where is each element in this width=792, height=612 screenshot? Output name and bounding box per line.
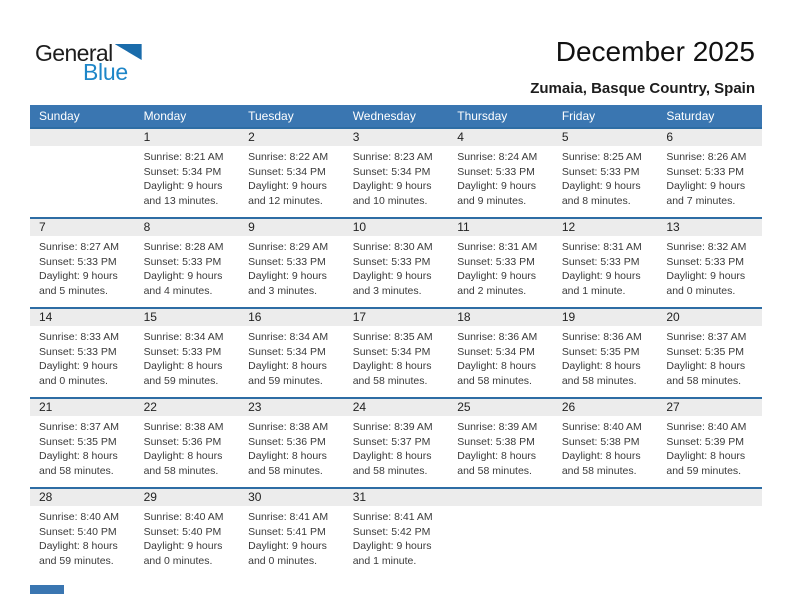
day-info-line: Sunset: 5:33 PM xyxy=(666,255,745,268)
day-info-line: and 59 minutes. xyxy=(248,374,323,387)
logo-triangle-icon xyxy=(115,44,142,60)
day-info-line: Daylight: 8 hours xyxy=(561,450,641,462)
day-cell xyxy=(239,488,344,577)
day-info-line: and 59 minutes. xyxy=(143,374,219,387)
day-info-line: Sunset: 5:33 PM xyxy=(39,345,117,358)
day-info-line: Daylight: 9 hours xyxy=(561,270,641,282)
day-sun-info xyxy=(239,236,344,298)
day-info-line: Sunrise: 8:22 AM xyxy=(248,151,329,163)
day-sun-info xyxy=(553,326,658,388)
day-number: 22 xyxy=(135,399,240,416)
day-number: 13 xyxy=(657,219,762,236)
day-sun-info xyxy=(553,146,658,208)
day-info-line: Sunset: 5:33 PM xyxy=(39,255,117,268)
day-info-line: Daylight: 8 hours xyxy=(561,360,641,372)
day-info-line: Sunset: 5:35 PM xyxy=(666,345,745,358)
day-info-line: Sunset: 5:33 PM xyxy=(457,255,535,268)
day-info-line: and 10 minutes. xyxy=(352,194,428,207)
day-number: 16 xyxy=(239,309,344,326)
day-info-line: Sunset: 5:33 PM xyxy=(561,165,640,178)
day-number: 17 xyxy=(344,309,449,326)
day-cell xyxy=(448,128,553,218)
day-info-line: and 3 minutes. xyxy=(352,284,422,297)
day-info-line: Sunset: 5:33 PM xyxy=(457,165,535,178)
day-info-line: Daylight: 8 hours xyxy=(352,360,432,372)
day-info-line: Sunrise: 8:33 AM xyxy=(39,331,119,343)
day-sun-info xyxy=(448,236,553,298)
day-cell xyxy=(135,218,240,308)
day-sun-info xyxy=(657,326,762,388)
day-info-line: and 59 minutes. xyxy=(39,554,114,567)
day-info-line: Sunset: 5:41 PM xyxy=(248,525,326,538)
day-info-line: Sunrise: 8:36 AM xyxy=(561,331,642,343)
day-cell xyxy=(344,128,449,218)
weekday-header-label: Wednesday xyxy=(344,105,449,128)
day-info-line: Sunrise: 8:31 AM xyxy=(561,241,642,253)
day-info-line: Daylight: 8 hours xyxy=(666,360,746,372)
day-sun-info xyxy=(239,146,344,208)
day-info-line: Sunrise: 8:23 AM xyxy=(352,151,433,163)
day-number: 30 xyxy=(239,489,344,506)
day-cell xyxy=(553,308,658,398)
day-cell xyxy=(448,308,553,398)
day-info-line: Sunset: 5:37 PM xyxy=(352,435,431,448)
day-number: 21 xyxy=(30,399,135,416)
day-info-line: Sunrise: 8:35 AM xyxy=(352,331,433,343)
day-info-line: Daylight: 8 hours xyxy=(39,450,118,462)
day-number: 4 xyxy=(448,129,553,146)
day-cell xyxy=(657,218,762,308)
day-sun-info xyxy=(344,236,449,298)
day-info-line: and 13 minutes. xyxy=(143,194,219,207)
weekday-header-label: Friday xyxy=(553,105,658,128)
day-info-line: and 7 minutes. xyxy=(666,194,736,207)
day-info-line: and 3 minutes. xyxy=(248,284,318,297)
day-info-line: Sunrise: 8:29 AM xyxy=(248,241,329,253)
day-info-line: Sunrise: 8:36 AM xyxy=(457,331,538,343)
day-cell xyxy=(657,128,762,218)
day-info-line: Daylight: 8 hours xyxy=(143,450,223,462)
day-info-line: Sunset: 5:34 PM xyxy=(248,165,326,178)
day-cell xyxy=(657,398,762,488)
day-info-line: Daylight: 8 hours xyxy=(248,360,327,372)
logo-text-blue: Blue xyxy=(83,59,128,85)
day-number: 12 xyxy=(553,219,658,236)
day-sun-info xyxy=(239,416,344,478)
day-info-line: and 0 minutes. xyxy=(39,374,108,387)
location-subtitle: Zumaia, Basque Country, Spain xyxy=(530,80,755,97)
day-info-line: Daylight: 9 hours xyxy=(39,360,118,372)
day-number: 6 xyxy=(657,129,762,146)
day-sun-info xyxy=(553,416,658,478)
day-info-line: Sunset: 5:42 PM xyxy=(352,525,431,538)
day-number: 14 xyxy=(30,309,135,326)
day-sun-info xyxy=(30,416,135,478)
day-sun-info xyxy=(135,416,240,478)
week-row xyxy=(30,218,762,308)
day-cell xyxy=(553,128,658,218)
day-number: 11 xyxy=(448,219,553,236)
day-info-line: Sunrise: 8:40 AM xyxy=(143,511,224,523)
day-number: 23 xyxy=(239,399,344,416)
day-info-line: Sunrise: 8:41 AM xyxy=(352,511,433,523)
day-info-line: Sunrise: 8:32 AM xyxy=(666,241,747,253)
day-info-line: and 0 minutes. xyxy=(666,284,736,297)
day-info-line: and 12 minutes. xyxy=(248,194,323,207)
day-info-line: Sunrise: 8:27 AM xyxy=(39,241,119,253)
day-sun-info xyxy=(448,146,553,208)
day-sun-info xyxy=(239,506,344,568)
day-sun-info xyxy=(448,326,553,388)
day-number xyxy=(448,489,553,506)
day-info-line: Sunrise: 8:21 AM xyxy=(143,151,224,163)
weekday-header-label: Thursday xyxy=(448,105,553,128)
day-info-line: Sunrise: 8:39 AM xyxy=(352,421,433,433)
day-info-line: Sunrise: 8:24 AM xyxy=(457,151,538,163)
day-info-line: Sunset: 5:40 PM xyxy=(143,525,222,538)
day-info-line: Sunrise: 8:28 AM xyxy=(143,241,224,253)
day-info-line: Sunset: 5:35 PM xyxy=(561,345,640,358)
day-cell xyxy=(553,398,658,488)
day-info-line: Sunset: 5:34 PM xyxy=(248,345,326,358)
week-row xyxy=(30,128,762,218)
day-cell xyxy=(344,218,449,308)
day-sun-info xyxy=(448,416,553,478)
day-info-line: Daylight: 9 hours xyxy=(352,180,432,192)
day-info-line: Sunset: 5:36 PM xyxy=(143,435,222,448)
day-sun-info xyxy=(239,326,344,388)
day-number: 3 xyxy=(344,129,449,146)
day-number xyxy=(30,129,135,146)
weekday-header-label: Sunday xyxy=(30,105,135,128)
day-info-line: and 58 minutes. xyxy=(352,464,428,477)
day-info-line: Sunset: 5:33 PM xyxy=(561,255,640,268)
day-cell xyxy=(135,308,240,398)
day-info-line: and 58 minutes. xyxy=(561,464,637,477)
day-info-line: Daylight: 9 hours xyxy=(248,270,327,282)
day-number xyxy=(657,489,762,506)
day-info-line: and 9 minutes. xyxy=(457,194,527,207)
day-sun-info xyxy=(344,146,449,208)
day-info-line: Sunrise: 8:34 AM xyxy=(143,331,224,343)
day-info-line: Sunrise: 8:31 AM xyxy=(457,241,538,253)
day-info-line: and 58 minutes. xyxy=(457,374,532,387)
day-info-line: Sunrise: 8:37 AM xyxy=(39,421,119,433)
day-cell xyxy=(344,398,449,488)
day-info-line: Daylight: 8 hours xyxy=(143,360,223,372)
day-number: 26 xyxy=(553,399,658,416)
day-cell xyxy=(657,308,762,398)
day-info-line: Sunrise: 8:41 AM xyxy=(248,511,329,523)
day-sun-info xyxy=(344,326,449,388)
day-info-line: Sunset: 5:39 PM xyxy=(666,435,745,448)
day-info-line: Sunrise: 8:25 AM xyxy=(561,151,642,163)
day-sun-info xyxy=(657,416,762,478)
day-cell xyxy=(239,218,344,308)
day-number: 19 xyxy=(553,309,658,326)
day-number: 29 xyxy=(135,489,240,506)
day-cell xyxy=(448,218,553,308)
day-cell xyxy=(30,218,135,308)
day-info-line: Daylight: 9 hours xyxy=(143,270,223,282)
day-sun-info xyxy=(135,236,240,298)
day-info-line: Sunset: 5:38 PM xyxy=(561,435,640,448)
day-number: 15 xyxy=(135,309,240,326)
day-info-line: and 5 minutes. xyxy=(39,284,108,297)
day-sun-info xyxy=(135,506,240,568)
day-info-line: Daylight: 8 hours xyxy=(248,450,327,462)
day-info-line: Sunset: 5:36 PM xyxy=(248,435,326,448)
empty-day-cell xyxy=(553,488,658,577)
day-info-line: Sunrise: 8:38 AM xyxy=(143,421,224,433)
day-sun-info xyxy=(135,146,240,208)
day-info-line: Daylight: 9 hours xyxy=(666,270,746,282)
empty-day-cell xyxy=(30,128,135,218)
weekday-header-row xyxy=(30,105,762,128)
day-sun-info xyxy=(30,506,135,568)
day-info-line: Daylight: 9 hours xyxy=(561,180,641,192)
day-number: 1 xyxy=(135,129,240,146)
day-number: 2 xyxy=(239,129,344,146)
weekday-header-label: Saturday xyxy=(657,105,762,128)
day-info-line: Daylight: 8 hours xyxy=(457,450,537,462)
day-info-line: Sunset: 5:34 PM xyxy=(457,345,535,358)
day-number: 24 xyxy=(344,399,449,416)
day-number: 9 xyxy=(239,219,344,236)
day-cell xyxy=(239,308,344,398)
day-info-line: and 1 minute. xyxy=(561,284,626,297)
day-info-line: and 58 minutes. xyxy=(561,374,637,387)
week-row xyxy=(30,308,762,398)
day-info-line: and 8 minutes. xyxy=(561,194,631,207)
day-info-line: Sunset: 5:34 PM xyxy=(352,165,431,178)
day-info-line: Sunrise: 8:26 AM xyxy=(666,151,747,163)
day-number: 27 xyxy=(657,399,762,416)
month-title: December 2025 xyxy=(555,36,755,67)
day-cell xyxy=(30,488,135,577)
day-info-line: and 1 minute. xyxy=(352,554,417,567)
day-cell xyxy=(135,488,240,577)
day-info-line: Daylight: 9 hours xyxy=(143,540,223,552)
day-cell xyxy=(344,488,449,577)
day-info-line: Sunset: 5:33 PM xyxy=(352,255,431,268)
day-cell xyxy=(30,398,135,488)
day-info-line: Sunset: 5:38 PM xyxy=(457,435,535,448)
day-info-line: and 4 minutes. xyxy=(143,284,213,297)
day-info-line: and 58 minutes. xyxy=(248,464,323,477)
day-info-line: and 58 minutes. xyxy=(143,464,219,477)
day-info-line: and 58 minutes. xyxy=(666,374,742,387)
day-number: 18 xyxy=(448,309,553,326)
day-info-line: and 0 minutes. xyxy=(143,554,213,567)
day-cell xyxy=(344,308,449,398)
day-info-line: Sunrise: 8:39 AM xyxy=(457,421,538,433)
day-number: 31 xyxy=(344,489,449,506)
day-info-line: Daylight: 9 hours xyxy=(666,180,746,192)
day-sun-info xyxy=(657,146,762,208)
day-info-line: Sunrise: 8:37 AM xyxy=(666,331,747,343)
day-sun-info xyxy=(30,326,135,388)
day-cell xyxy=(135,128,240,218)
day-info-line: Daylight: 9 hours xyxy=(352,270,432,282)
day-number: 10 xyxy=(344,219,449,236)
weekday-header-label: Monday xyxy=(135,105,240,128)
day-info-line: Sunrise: 8:40 AM xyxy=(666,421,747,433)
calendar-body xyxy=(30,128,762,577)
day-info-line: Daylight: 9 hours xyxy=(39,270,118,282)
day-info-line: and 58 minutes. xyxy=(352,374,428,387)
day-info-line: Daylight: 9 hours xyxy=(248,180,327,192)
day-info-line: Sunset: 5:33 PM xyxy=(666,165,745,178)
day-info-line: and 58 minutes. xyxy=(39,464,114,477)
day-info-line: Daylight: 9 hours xyxy=(457,270,537,282)
day-info-line: Sunset: 5:35 PM xyxy=(39,435,117,448)
day-info-line: Sunset: 5:33 PM xyxy=(143,345,222,358)
calendar-table xyxy=(30,105,762,577)
day-info-line: and 58 minutes. xyxy=(457,464,532,477)
week-row xyxy=(30,398,762,488)
day-info-line: Daylight: 8 hours xyxy=(39,540,118,552)
day-cell xyxy=(553,218,658,308)
day-info-line: Daylight: 9 hours xyxy=(248,540,327,552)
day-info-line: and 2 minutes. xyxy=(457,284,527,297)
general-blue-logo xyxy=(35,40,142,86)
day-info-line: Daylight: 8 hours xyxy=(666,450,746,462)
day-info-line: Sunrise: 8:38 AM xyxy=(248,421,329,433)
day-info-line: Daylight: 9 hours xyxy=(457,180,537,192)
day-number: 28 xyxy=(30,489,135,506)
day-cell xyxy=(448,398,553,488)
day-number: 25 xyxy=(448,399,553,416)
day-number xyxy=(553,489,658,506)
day-info-line: and 0 minutes. xyxy=(248,554,318,567)
day-cell xyxy=(239,398,344,488)
weekday-header-label: Tuesday xyxy=(239,105,344,128)
day-info-line: Sunset: 5:40 PM xyxy=(39,525,117,538)
day-cell xyxy=(239,128,344,218)
day-sun-info xyxy=(657,236,762,298)
logo-text-general: General xyxy=(35,40,113,66)
day-number: 7 xyxy=(30,219,135,236)
empty-day-cell xyxy=(657,488,762,577)
empty-day-cell xyxy=(448,488,553,577)
day-sun-info xyxy=(344,506,449,568)
day-info-line: Daylight: 8 hours xyxy=(457,360,537,372)
day-cell xyxy=(135,398,240,488)
day-info-line: Sunrise: 8:40 AM xyxy=(561,421,642,433)
footer-accent-bar xyxy=(30,585,64,594)
day-number: 20 xyxy=(657,309,762,326)
week-row xyxy=(30,488,762,577)
day-info-line: and 59 minutes. xyxy=(666,464,742,477)
day-sun-info xyxy=(135,326,240,388)
day-info-line: Sunrise: 8:34 AM xyxy=(248,331,329,343)
day-info-line: Sunset: 5:34 PM xyxy=(143,165,222,178)
day-info-line: Sunset: 5:33 PM xyxy=(248,255,326,268)
day-info-line: Sunset: 5:34 PM xyxy=(352,345,431,358)
day-sun-info xyxy=(30,236,135,298)
day-info-line: Daylight: 8 hours xyxy=(352,450,432,462)
day-info-line: Daylight: 9 hours xyxy=(352,540,432,552)
day-sun-info xyxy=(553,236,658,298)
day-info-line: Sunset: 5:33 PM xyxy=(143,255,222,268)
day-info-line: Daylight: 9 hours xyxy=(143,180,223,192)
day-number: 8 xyxy=(135,219,240,236)
day-info-line: Sunrise: 8:40 AM xyxy=(39,511,119,523)
day-info-line: Sunrise: 8:30 AM xyxy=(352,241,433,253)
day-sun-info xyxy=(344,416,449,478)
day-cell xyxy=(30,308,135,398)
day-number: 5 xyxy=(553,129,658,146)
